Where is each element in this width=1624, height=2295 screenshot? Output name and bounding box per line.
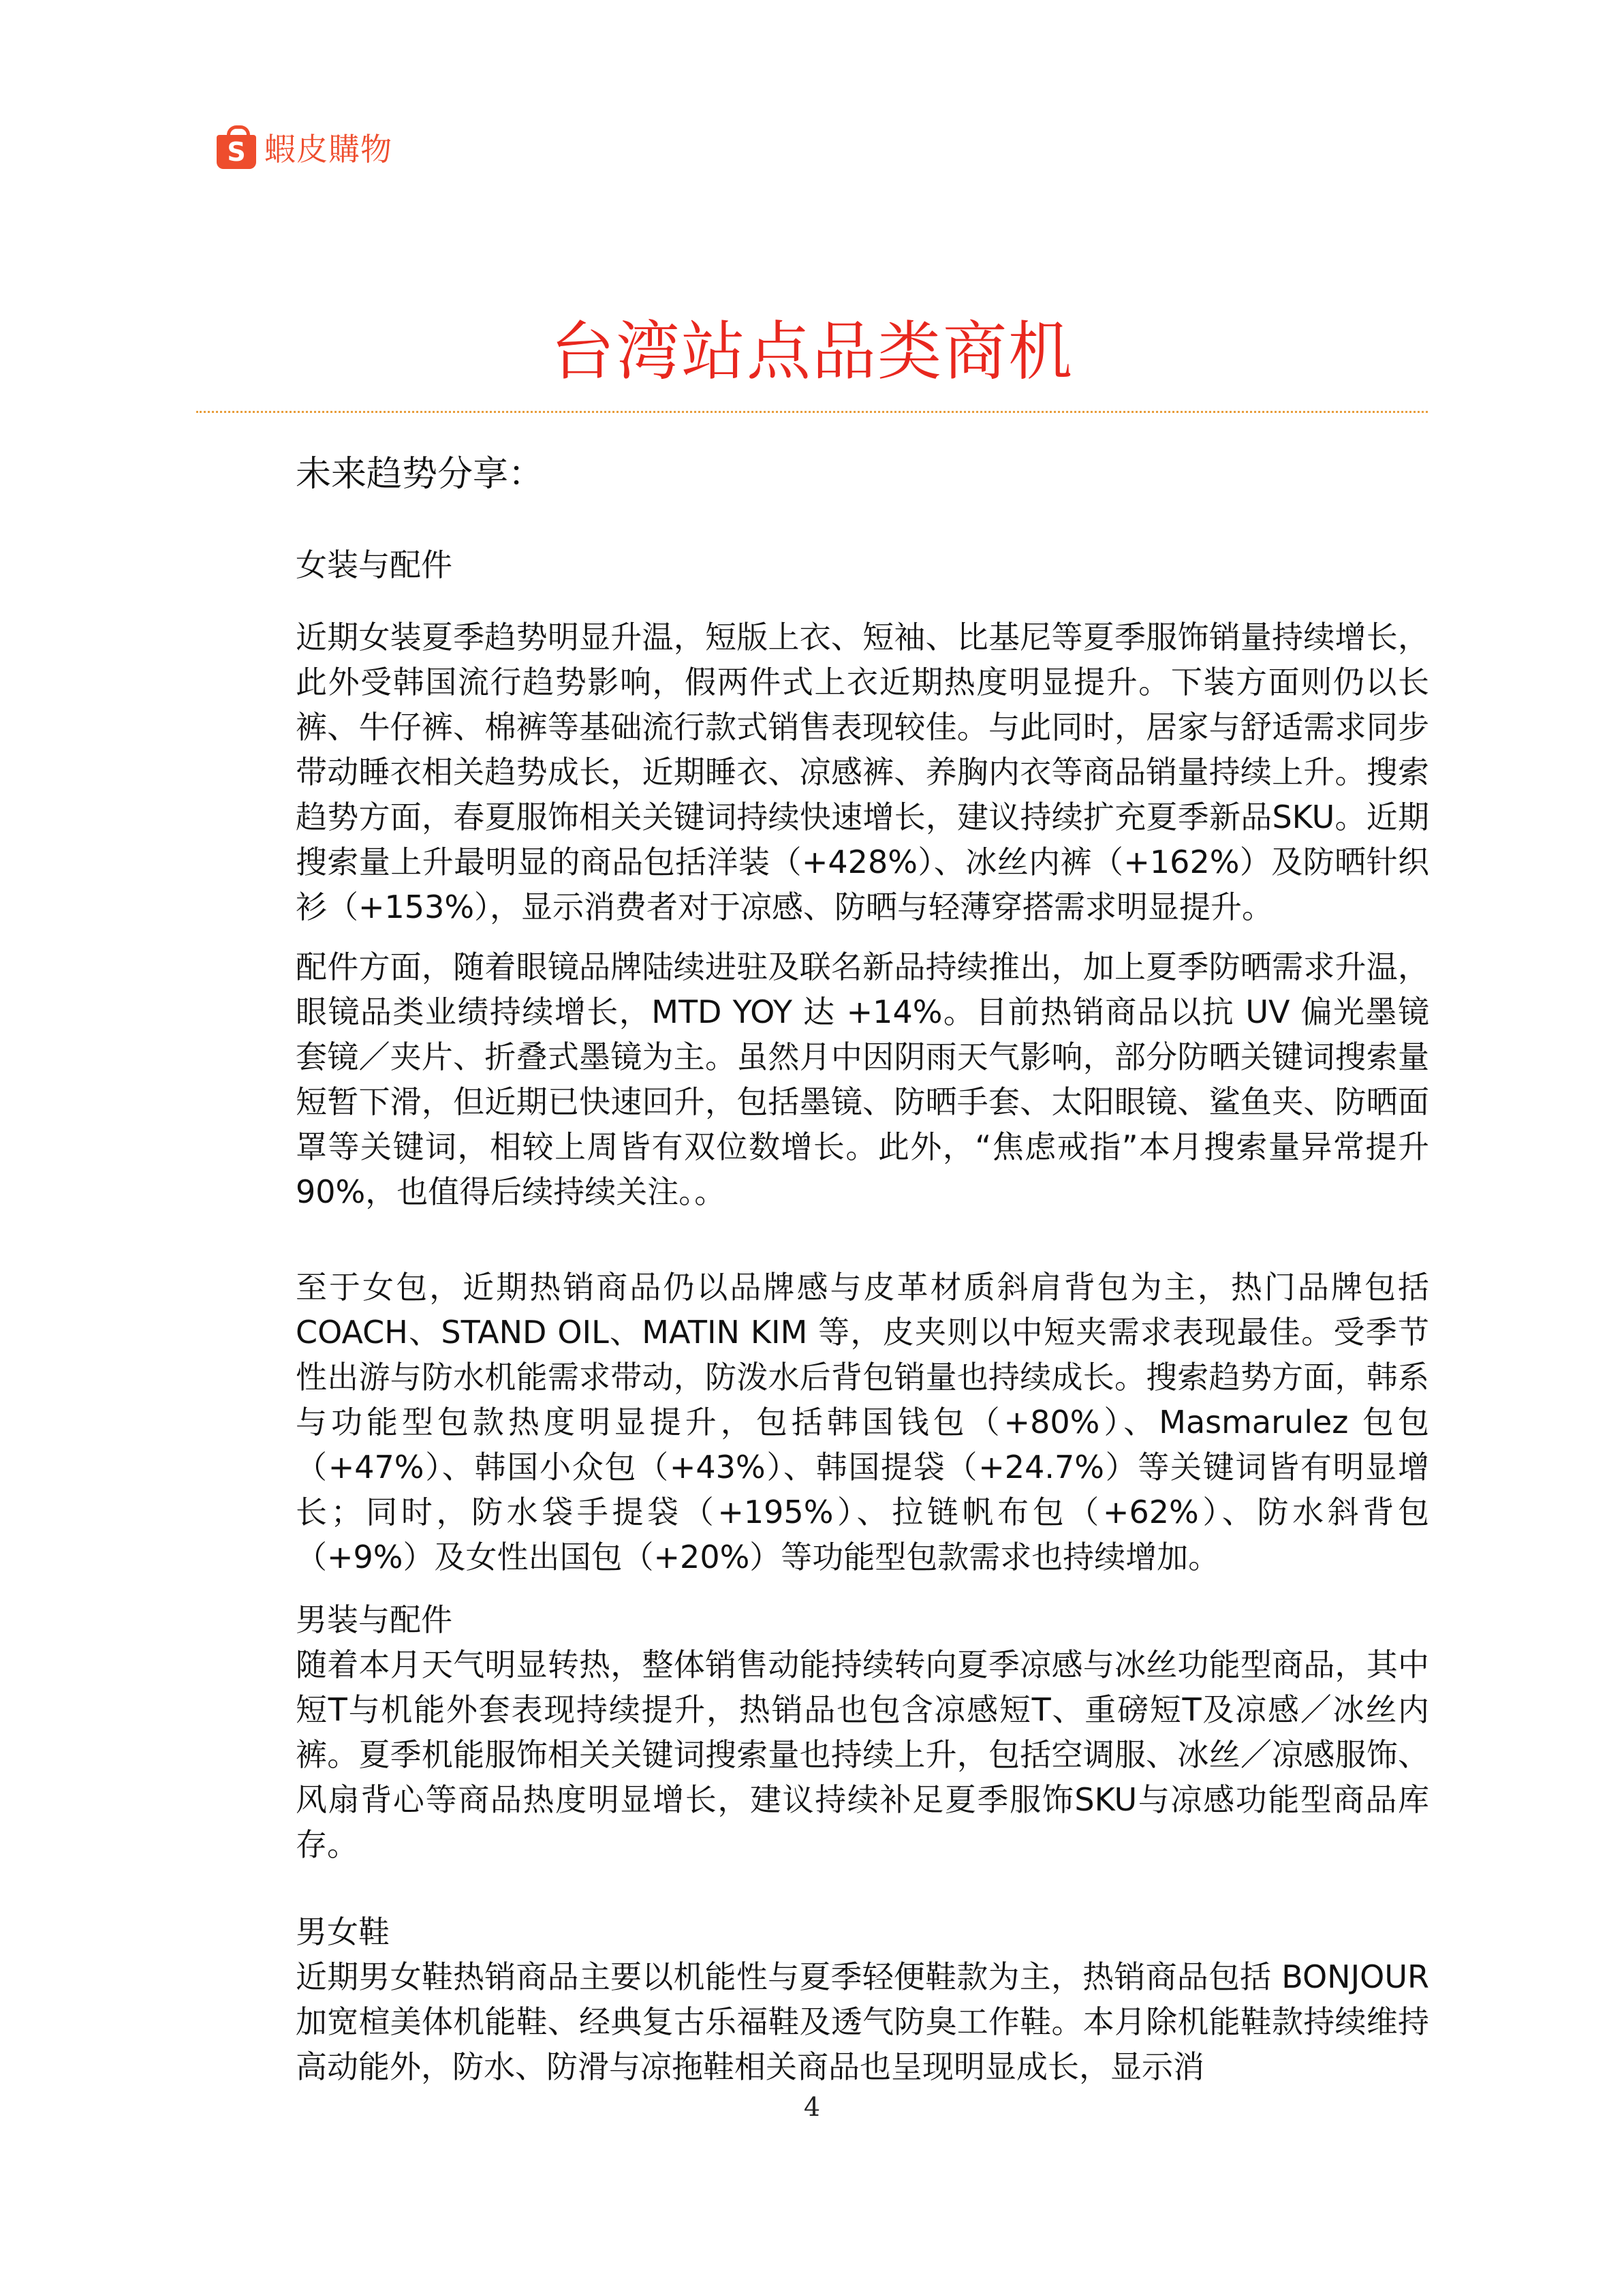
page-title: 台湾站点品类商机 bbox=[550, 315, 1074, 389]
document-body bbox=[296, 436, 1429, 2089]
shoes-paragraph-1: 近期男女鞋热销商品主要以机能性与夏季轻便鞋款为主，热销商品包括 BONJOUR加宽楦美体机能鞋、经典复古乐福鞋及透气防臭工作鞋。本月除机能鞋款持续维持高动能外，防水、防滑与凉拖鞋相关商品也呈现明显成长，显示消 bbox=[296, 1958, 1429, 2085]
women-paragraph-2: 配件方面，随着眼镜品牌陆续进驻及联名新品持续推出，加上夏季防晒需求升温，眼镜品类业绩持续增长，MTD YOY 达 +14%。目前热销商品以抗 UV 偏光墨镜套镜／夹片、折叠式墨镜为主。虽然月中因阴雨天气影响，部分防晒关键词搜索量短暂下滑，但近期已快速回升，包括墨镜、防晒手套、太阳眼镜、鲨鱼夹、防晒面罩等关键词，相较上周皆有双位数增长。此外，“焦虑戒指”本月搜索量异常提升 90%，也值得后续持续关注。。 bbox=[296, 949, 1429, 1210]
section-subheading: 未来趋势分享： bbox=[296, 454, 544, 495]
shoes-section-title: 男女鞋 bbox=[296, 1913, 390, 1950]
shopping-bag-icon bbox=[217, 125, 256, 169]
bag-body: S bbox=[217, 135, 256, 169]
women-paragraph-1: 近期女装夏季趋势明显升温，短版上衣、短袖、比基尼等夏季服饰销量持续增长，此外受韩国流行趋势影响，假两件式上衣近期热度明显提升。下装方面则仍以长裤、牛仔裤、棉裤等基础流行款式销售表现较佳。与此同时，居家与舒适需求同步带动睡衣相关趋势成长，近期睡衣、凉感裤、养胸内衣等商品销量持续上升。搜索趋势方面，春夏服饰相关关键词持续快速增长，建议持续扩充夏季新品SKU。近期搜索量上升最明显的商品包括洋装（+428%）、冰丝内裤（+162%）及防晒针织衫（+153%），显示消费者对于凉感、防晒与轻薄穿搭需求明显提升。 bbox=[296, 619, 1429, 925]
women-section-title: 女装与配件 bbox=[296, 546, 452, 583]
men-paragraph-1: 随着本月天气明显转热，整体销售动能持续转向夏季凉感与冰丝功能型商品，其中短T与机能外套表现持续提升，热销品也包含凉感短T、重磅短T及凉感／冰丝内裤。夏季机能服饰相关关键词搜索量也持续上升，包括空调服、冰丝／凉感服饰、风扇背心等商品热度明显增长，建议持续补足夏季服饰SKU与凉感功能型商品库存。 bbox=[296, 1646, 1429, 1863]
title-divider bbox=[196, 411, 1428, 413]
logo-text: 蝦皮購物 bbox=[264, 131, 392, 168]
men-section-title: 男装与配件 bbox=[296, 1601, 452, 1638]
shopee-logo bbox=[217, 123, 392, 172]
women-paragraph-3: 至于女包，近期热销商品仍以品牌感与皮革材质斜肩背包为主，热门品牌包括 COACH、STAND OIL、MATIN KIM 等，皮夹则以中短夹需求表现最佳。受季节性出游与防水机能需求带动，防泼水后背包销量也持续成长。搜索趋势方面，韩系与功能型包款热度明显提升，包括韩国钱包（+80%）、Masmarulez 包包（+47%）、韩国小众包（+43%）、韩国提袋（+24.7%）等关键词皆有明显增长；同时，防水袋手提袋（+195%）、拉链帆布包（+62%）、防水斜背包（+9%）及女性出国包（+20%）等功能型包款需求也持续增加。 bbox=[296, 1269, 1429, 1575]
page-number: 4 bbox=[803, 2092, 821, 2122]
